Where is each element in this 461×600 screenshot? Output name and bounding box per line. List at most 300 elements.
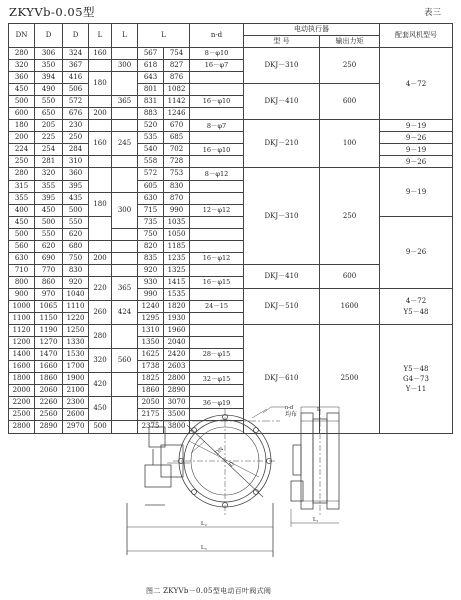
cell-l2a: 1310 <box>138 325 164 337</box>
cell-nd <box>190 180 244 192</box>
cell-l1 <box>112 325 138 349</box>
cell-l2b: 1960 <box>164 325 190 337</box>
cell-d1: 1110 <box>63 300 89 312</box>
header-actuator: 电动执行器 <box>244 24 380 36</box>
cell-d1: 620 <box>63 228 89 240</box>
cell-l2b: 1235 <box>164 252 190 264</box>
fan-model: Y5－48 <box>403 307 429 316</box>
cell-l <box>89 216 112 240</box>
figure-label-nd: n-d <box>285 405 293 411</box>
cell-dn: 2200 <box>9 397 35 409</box>
cell-d1: 1900 <box>63 373 89 385</box>
cell-d: 320 <box>35 168 63 180</box>
cell-l2b: 3500 <box>164 409 190 421</box>
cell-l1: 365 <box>112 96 138 108</box>
cell-model: DKJ－510 <box>244 288 320 324</box>
cell-nd: 8－φ7 <box>190 120 244 132</box>
cell-dn: 1200 <box>9 337 35 349</box>
cell-l2a: 567 <box>138 48 164 60</box>
cell-nd <box>190 228 244 240</box>
cell-l1 <box>112 252 138 264</box>
cell-d1: 2100 <box>63 385 89 397</box>
cell-l1 <box>112 264 138 276</box>
cell-l <box>89 96 112 108</box>
cell-l1 <box>112 168 138 192</box>
fan-model: 4－72 <box>405 297 427 306</box>
cell-l <box>89 60 112 72</box>
cell-d1: 2600 <box>63 409 89 421</box>
cell-d1: 2300 <box>63 397 89 409</box>
fan-model: Y－11 <box>405 384 427 393</box>
cell-d1: 284 <box>63 144 89 156</box>
cell-nd <box>190 385 244 397</box>
cell-l <box>89 264 112 276</box>
fan-model: Y5－48 <box>403 364 429 373</box>
cell-d1: 395 <box>63 180 89 192</box>
cell-l1: 424 <box>112 300 138 324</box>
header-l1: L <box>112 24 138 48</box>
cell-dn: 280 <box>9 168 35 180</box>
table-row <box>9 132 453 144</box>
cell-l1: 365 <box>112 276 138 300</box>
cell-d1: 435 <box>63 192 89 204</box>
cell-l1: 245 <box>112 132 138 156</box>
cell-l2a: 835 <box>138 252 164 264</box>
cell-l2b: 2420 <box>164 349 190 361</box>
cell-l2b: 1415 <box>164 276 190 288</box>
cell-dn: 2000 <box>9 385 35 397</box>
cell-dn: 224 <box>9 144 35 156</box>
figure-label-l3: L₃ <box>201 545 207 551</box>
header-l: L <box>89 24 112 48</box>
cell-l1: 300 <box>112 60 138 72</box>
cell-l2b: 728 <box>164 156 190 168</box>
cell-l1 <box>112 228 138 240</box>
cell-l <box>89 156 112 168</box>
cell-dn: 710 <box>9 264 35 276</box>
cell-nd: 12－φ12 <box>190 204 244 216</box>
cell-fan <box>380 216 453 288</box>
table-row <box>9 325 453 337</box>
cell-dn: 180 <box>9 120 35 132</box>
cell-l1 <box>112 48 138 60</box>
cell-d: 550 <box>35 96 63 108</box>
cell-l1 <box>112 156 138 168</box>
cell-l: 160 <box>89 132 112 156</box>
cell-l: 320 <box>89 349 112 373</box>
cell-l2a: 735 <box>138 216 164 228</box>
cell-d: 500 <box>35 216 63 228</box>
cell-nd <box>190 132 244 144</box>
cell-nd <box>190 156 244 168</box>
cell-nd: 16－φ12 <box>190 252 244 264</box>
figure-label-nd-uniform: 均布 <box>285 412 298 418</box>
cell-l2b: 702 <box>164 144 190 156</box>
cell-d1: 550 <box>63 216 89 228</box>
cell-l: 200 <box>89 252 112 264</box>
cell-l2a: 750 <box>138 228 164 240</box>
cell-nd: 16－φ10 <box>190 144 244 156</box>
cell-dn: 1100 <box>9 313 35 325</box>
cell-l2a: 540 <box>138 144 164 156</box>
cell-l2b: 1535 <box>164 288 190 300</box>
cell-l: 160 <box>89 48 112 60</box>
figure-label-l1: L₁ <box>313 517 319 523</box>
cell-d: 620 <box>35 240 63 252</box>
cell-l: 180 <box>89 192 112 216</box>
cell-torque: 600 <box>320 264 380 288</box>
cell-nd: 36－φ19 <box>190 397 244 409</box>
cell-l2b: 685 <box>164 132 190 144</box>
cell-nd <box>190 108 244 120</box>
cell-l2a: 535 <box>138 132 164 144</box>
cell-dn: 2800 <box>9 421 35 433</box>
cell-l: 220 <box>89 276 112 300</box>
cell-d: 1470 <box>35 349 63 361</box>
cell-l2a: 1860 <box>138 385 164 397</box>
cell-nd: 16－φ15 <box>190 276 244 288</box>
cell-nd <box>190 337 244 349</box>
cell-l2a: 572 <box>138 168 164 180</box>
fan-model: 9－26 <box>405 157 427 166</box>
header-nd: n-d <box>190 24 244 48</box>
cell-d: 490 <box>35 84 63 96</box>
cell-model: DKJ－410 <box>244 264 320 288</box>
cell-dn: 1400 <box>9 349 35 361</box>
cell-fan <box>380 288 453 324</box>
cell-d1: 367 <box>63 60 89 72</box>
cell-nd <box>190 288 244 300</box>
cell-dn: 355 <box>9 192 35 204</box>
cell-d: 2560 <box>35 409 63 421</box>
cell-l <box>89 120 112 132</box>
fan-model: 9－26 <box>405 133 427 142</box>
cell-l: 450 <box>89 397 112 421</box>
valve-drawings <box>105 405 365 585</box>
cell-dn: 400 <box>9 204 35 216</box>
cell-dn: 250 <box>9 156 35 168</box>
cell-l2a: 930 <box>138 276 164 288</box>
cell-d: 690 <box>35 252 63 264</box>
cell-l2b: 1930 <box>164 313 190 325</box>
cell-d: 1860 <box>35 373 63 385</box>
cell-l2b: 753 <box>164 168 190 180</box>
fan-model: 4－72 <box>405 79 427 88</box>
cell-l2b: 2890 <box>164 385 190 397</box>
cell-l1 <box>112 120 138 132</box>
figure-caption: 图二 ZKYVb－0.05型电动百叶阀式阀 <box>146 587 272 595</box>
cell-d1: 1250 <box>63 325 89 337</box>
table-row <box>9 288 453 300</box>
cell-d1: 310 <box>63 156 89 168</box>
header-l2: L <box>138 24 190 48</box>
cell-dn: 315 <box>9 180 35 192</box>
cell-dn: 500 <box>9 228 35 240</box>
cell-torque: 2500 <box>320 325 380 433</box>
spec-table <box>8 23 453 434</box>
cell-l2a: 558 <box>138 156 164 168</box>
cell-l1 <box>112 373 138 397</box>
cell-l2a: 920 <box>138 264 164 276</box>
cell-l2a: 1625 <box>138 349 164 361</box>
page-title: ZKYVb-0.05型 <box>9 5 96 19</box>
table-row <box>9 156 453 168</box>
cell-d1: 920 <box>63 276 89 288</box>
cell-d: 350 <box>35 60 63 72</box>
cell-model: DKJ－210 <box>244 120 320 168</box>
cell-dn: 1800 <box>9 373 35 385</box>
cell-l2b: 1035 <box>164 216 190 228</box>
cell-l2a: 520 <box>138 120 164 132</box>
cell-d: 225 <box>35 132 63 144</box>
cell-nd <box>190 361 244 373</box>
cell-fan <box>380 325 453 433</box>
cell-dn: 1600 <box>9 361 35 373</box>
cell-dn: 900 <box>9 288 35 300</box>
cell-l2b: 1246 <box>164 108 190 120</box>
cell-d1: 830 <box>63 264 89 276</box>
cell-nd <box>190 192 244 204</box>
cell-l2b: 1142 <box>164 96 190 108</box>
header-model: 型 号 <box>244 36 320 48</box>
cell-dn: 1000 <box>9 300 35 312</box>
cell-l2a: 820 <box>138 240 164 252</box>
cell-torque: 600 <box>320 84 380 120</box>
cell-d: 1065 <box>35 300 63 312</box>
cell-l2b: 990 <box>164 204 190 216</box>
cell-l2a: 1825 <box>138 373 164 385</box>
cell-dn: 280 <box>9 48 35 60</box>
header-fan: 配套风机型号 <box>380 24 453 48</box>
cell-d1: 250 <box>63 132 89 144</box>
cell-torque: 1600 <box>320 288 380 324</box>
cell-d: 254 <box>35 144 63 156</box>
cell-dn: 600 <box>9 108 35 120</box>
cell-fan <box>380 144 453 156</box>
cell-d: 550 <box>35 228 63 240</box>
cell-l2b: 1082 <box>164 84 190 96</box>
table-row <box>9 120 453 132</box>
cell-l2a: 801 <box>138 84 164 96</box>
cell-l: 280 <box>89 325 112 349</box>
header-dn: DN <box>9 24 35 48</box>
cell-dn: 320 <box>9 60 35 72</box>
cell-dn: 450 <box>9 84 35 96</box>
cell-d: 1270 <box>35 337 63 349</box>
cell-dn: 800 <box>9 276 35 288</box>
cell-l2b: 2040 <box>164 337 190 349</box>
cell-d1: 416 <box>63 72 89 84</box>
cell-l2b: 754 <box>164 48 190 60</box>
cell-l1 <box>112 240 138 252</box>
cell-d1: 1330 <box>63 337 89 349</box>
cell-d1: 1040 <box>63 288 89 300</box>
cell-d1: 676 <box>63 108 89 120</box>
cell-nd <box>190 240 244 252</box>
header-d1: D <box>63 24 89 48</box>
cell-d1: 1220 <box>63 313 89 325</box>
cell-torque: 250 <box>320 48 380 84</box>
cell-l2b: 2800 <box>164 373 190 385</box>
cell-d1: 1530 <box>63 349 89 361</box>
cell-model: DKJ－410 <box>244 84 320 120</box>
cell-d: 650 <box>35 108 63 120</box>
figure-label-d: D <box>228 461 236 469</box>
cell-l1 <box>112 108 138 120</box>
table-row <box>9 216 453 228</box>
cell-d1: 572 <box>63 96 89 108</box>
cell-d: 1660 <box>35 361 63 373</box>
cell-d: 1150 <box>35 313 63 325</box>
cell-dn: 560 <box>9 240 35 252</box>
figure-label-l2: L₂ <box>201 521 207 527</box>
cell-d1: 324 <box>63 48 89 60</box>
cell-nd: 8－φ12 <box>190 168 244 180</box>
fan-model: G4－73 <box>403 374 429 383</box>
cell-d: 770 <box>35 264 63 276</box>
cell-fan <box>380 132 453 144</box>
cell-dn: 1120 <box>9 325 35 337</box>
cell-dn: 500 <box>9 96 35 108</box>
cell-l2b: 876 <box>164 72 190 84</box>
cell-l2b: 3800 <box>164 421 190 433</box>
cell-nd: 16－φ7 <box>190 60 244 72</box>
cell-l2b: 3070 <box>164 397 190 409</box>
cell-nd <box>190 84 244 96</box>
cell-d1: 230 <box>63 120 89 132</box>
cell-l2a: 1350 <box>138 337 164 349</box>
cell-nd <box>190 325 244 337</box>
cell-l2b: 670 <box>164 120 190 132</box>
cell-dn: 200 <box>9 132 35 144</box>
cell-d1: 2970 <box>63 421 89 433</box>
cell-l2b: 1820 <box>164 300 190 312</box>
cell-l2a: 618 <box>138 60 164 72</box>
cell-l: 200 <box>89 108 112 120</box>
cell-d: 1190 <box>35 325 63 337</box>
cell-nd: 8－φ10 <box>190 48 244 60</box>
cell-d: 355 <box>35 180 63 192</box>
cell-l1: 560 <box>112 349 138 373</box>
cell-d1: 1700 <box>63 361 89 373</box>
cell-l2a: 715 <box>138 204 164 216</box>
table-row <box>9 168 453 180</box>
fan-model: 9－19 <box>405 145 427 154</box>
side-view <box>291 407 339 527</box>
cell-l2b: 1325 <box>164 264 190 276</box>
cell-l1: 300 <box>112 192 138 228</box>
cell-d: 2060 <box>35 385 63 397</box>
cell-d1: 680 <box>63 240 89 252</box>
cell-model: DKJ－610 <box>244 325 320 433</box>
cell-d1: 360 <box>63 168 89 180</box>
cell-l2a: 605 <box>138 180 164 192</box>
table-row <box>9 48 453 60</box>
cell-nd: 32－φ15 <box>190 373 244 385</box>
cell-l2b: 830 <box>164 180 190 192</box>
cell-l2a: 883 <box>138 108 164 120</box>
cell-l1 <box>112 72 138 96</box>
cell-l2a: 1738 <box>138 361 164 373</box>
cell-l2b: 1050 <box>164 228 190 240</box>
cell-d: 394 <box>35 72 63 84</box>
cell-l2a: 990 <box>138 288 164 300</box>
cell-l2b: 827 <box>164 60 190 72</box>
cell-l2a: 2175 <box>138 409 164 421</box>
fan-model: 9－26 <box>405 248 427 257</box>
cell-fan <box>380 120 453 132</box>
cell-l2a: 2375 <box>138 421 164 433</box>
cell-d: 450 <box>35 204 63 216</box>
cell-d: 205 <box>35 120 63 132</box>
cell-l2a: 1240 <box>138 300 164 312</box>
spec-table-body <box>9 48 453 434</box>
cell-fan <box>380 168 453 216</box>
cell-dn: 630 <box>9 252 35 264</box>
cell-l: 500 <box>89 421 112 433</box>
fan-model: 9－19 <box>405 187 427 196</box>
figure-label-dn: DN <box>214 446 225 457</box>
front-view <box>127 407 285 557</box>
cell-l <box>89 240 112 252</box>
cell-nd <box>190 216 244 228</box>
cell-l2a: 630 <box>138 192 164 204</box>
cell-nd: 24－15 <box>190 300 244 312</box>
cell-l2a: 831 <box>138 96 164 108</box>
cell-nd <box>190 313 244 325</box>
cell-l2a: 1295 <box>138 313 164 325</box>
cell-d: 2890 <box>35 421 63 433</box>
cell-d: 306 <box>35 48 63 60</box>
cell-l2a: 643 <box>138 72 164 84</box>
cell-d: 2260 <box>35 397 63 409</box>
fan-model: 9－19 <box>405 121 427 130</box>
cell-d: 281 <box>35 156 63 168</box>
cell-d: 860 <box>35 276 63 288</box>
figure-label-l: L <box>317 407 321 413</box>
cell-l2b: 1185 <box>164 240 190 252</box>
cell-model: DKJ－310 <box>244 168 320 264</box>
cell-l: 420 <box>89 373 112 397</box>
cell-model: DKJ－310 <box>244 48 320 84</box>
cell-d1: 750 <box>63 252 89 264</box>
cell-nd <box>190 264 244 276</box>
cell-l: 180 <box>89 72 112 96</box>
cell-torque: 250 <box>320 168 380 264</box>
cell-l2a: 2050 <box>138 397 164 409</box>
cell-fan <box>380 48 453 120</box>
table-number: 表三 <box>424 8 442 18</box>
cell-dn: 360 <box>9 72 35 84</box>
cell-fan <box>380 156 453 168</box>
header-d: D <box>35 24 63 48</box>
cell-d1: 506 <box>63 84 89 96</box>
cell-d: 395 <box>35 192 63 204</box>
cell-l <box>89 168 112 192</box>
cell-l: 260 <box>89 300 112 324</box>
cell-dn: 450 <box>9 216 35 228</box>
cell-nd: 16－φ10 <box>190 96 244 108</box>
table-row <box>9 144 453 156</box>
cell-nd: 28－φ15 <box>190 349 244 361</box>
cell-d1: 500 <box>63 204 89 216</box>
cell-l2b: 2603 <box>164 361 190 373</box>
cell-nd <box>190 72 244 84</box>
header-torque: 输出力矩 <box>320 36 380 48</box>
cell-dn: 2500 <box>9 409 35 421</box>
cell-torque: 100 <box>320 120 380 168</box>
cell-l2b: 870 <box>164 192 190 204</box>
